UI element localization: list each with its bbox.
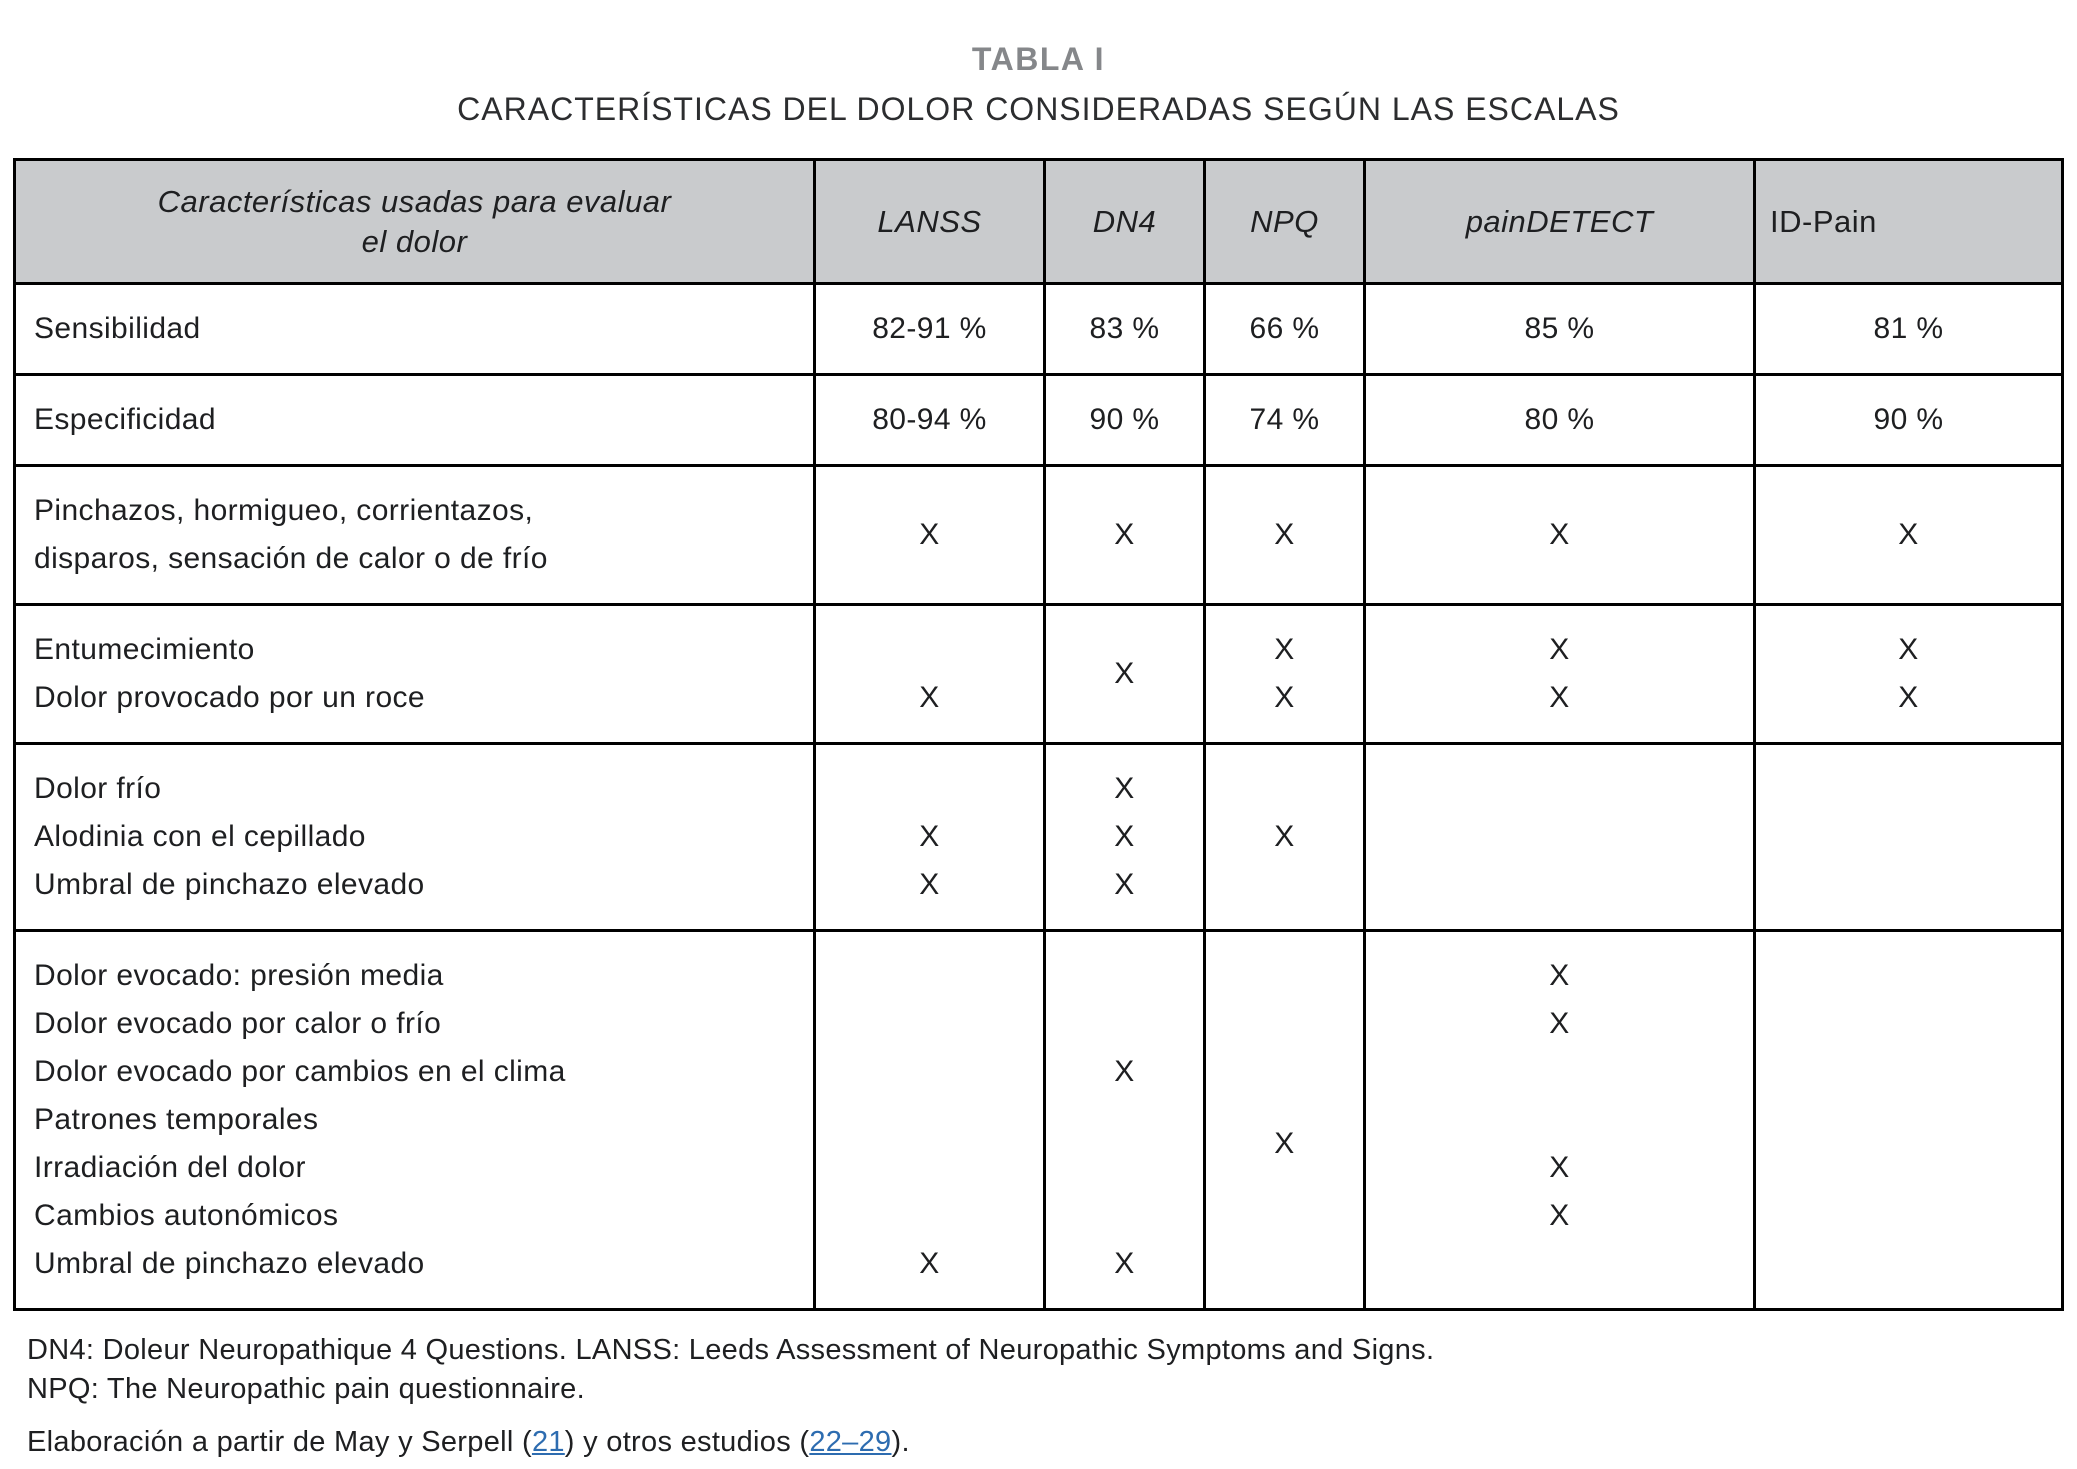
table-body xyxy=(16,285,2061,1308)
scale-value-cell xyxy=(1756,285,2061,373)
mark-slot-empty xyxy=(1756,1192,2061,1240)
footnote-source xyxy=(27,1423,2064,1462)
scale-value-cell xyxy=(1046,467,1206,603)
scale-value-cell xyxy=(1046,376,1206,464)
x-mark: X xyxy=(1274,1127,1295,1160)
x-mark: X xyxy=(1274,633,1295,666)
row-label-line: Dolor evocado por calor o frío xyxy=(34,1007,442,1040)
cell-value xyxy=(1756,813,2061,861)
row-label-cell xyxy=(16,745,816,929)
x-mark: X xyxy=(919,518,940,551)
mark-slot-empty xyxy=(1046,1000,1203,1048)
header-scale-lanss: LANSS xyxy=(816,161,1046,282)
x-mark: X xyxy=(919,868,940,901)
x-mark: X xyxy=(1549,633,1570,666)
row-label-line: Umbral de pinchazo elevado xyxy=(34,868,425,901)
row-label-cell xyxy=(16,932,816,1308)
row-label-line: Dolor frío xyxy=(34,772,162,805)
x-mark: X xyxy=(1114,868,1135,901)
cell-value: 85 % xyxy=(1524,312,1595,345)
header-scale-dn4: DN4 xyxy=(1046,161,1206,282)
mark-slot-empty xyxy=(1206,1048,1363,1096)
x-mark: X xyxy=(1549,518,1570,551)
scale-value-cell xyxy=(816,606,1046,742)
row-label-cell xyxy=(16,467,816,603)
ref-link-21[interactable]: 21 xyxy=(531,1426,565,1458)
scale-value-cell xyxy=(1206,376,1366,464)
x-mark: X xyxy=(919,1247,940,1280)
x-mark: X xyxy=(1898,633,1919,666)
cell-value: 82-91 % xyxy=(872,312,987,345)
scale-value-cell xyxy=(1366,376,1756,464)
scale-value-cell xyxy=(816,376,1046,464)
mark-slot-empty xyxy=(816,765,1043,813)
cell-value: 74 % xyxy=(1249,403,1320,436)
x-mark: X xyxy=(1114,657,1135,690)
x-mark: X xyxy=(1114,820,1135,853)
mark-slot-empty xyxy=(1756,1048,2061,1096)
row-label-line: Dolor provocado por un roce xyxy=(34,681,426,714)
ref-link-22-29[interactable]: 22–29 xyxy=(809,1426,892,1458)
x-mark: X xyxy=(1898,518,1919,551)
row-label-line: Especificidad xyxy=(34,403,216,436)
cell-value: 90 % xyxy=(1873,403,1944,436)
x-mark: X xyxy=(1549,681,1570,714)
x-mark: X xyxy=(1274,820,1295,853)
row-label-line: Patrones temporales xyxy=(34,1103,319,1136)
mark-slot-empty xyxy=(1756,1240,2061,1288)
x-mark: X xyxy=(1274,518,1295,551)
mark-slot-empty xyxy=(1046,952,1203,1000)
scale-value-cell xyxy=(1756,376,2061,464)
table-row xyxy=(16,285,2061,376)
mark-slot-empty xyxy=(1756,1144,2061,1192)
footnote-abbreviations-1: DN4: Doleur Neuropathique 4 Questions. LANSS: Leeds Assessment of Neuropathic Symptoms and Signs. xyxy=(27,1334,1435,1366)
scale-value-cell xyxy=(816,467,1046,603)
pain-scales-table xyxy=(13,158,2064,1311)
mark-slot-empty xyxy=(816,1144,1043,1192)
mark-slot-empty xyxy=(816,1048,1043,1096)
mark-slot-empty xyxy=(1046,1192,1203,1240)
mark-slot-empty xyxy=(816,626,1043,674)
scale-value-cell xyxy=(1366,745,1756,929)
mark-slot-empty xyxy=(1046,1096,1203,1144)
scale-value-cell xyxy=(1206,932,1366,1308)
x-mark: X xyxy=(1549,1199,1570,1232)
row-label-line: Alodinia con el cepillado xyxy=(34,820,366,853)
scale-value-cell xyxy=(816,932,1046,1308)
x-mark: X xyxy=(1549,1151,1570,1184)
header-scale-npq: NPQ xyxy=(1206,161,1366,282)
x-mark: X xyxy=(919,681,940,714)
mark-slot-empty xyxy=(1206,861,1363,909)
scale-value-cell xyxy=(1366,932,1756,1308)
header-feature-line-1: Características usadas para evaluar xyxy=(157,183,672,219)
mark-slot-empty xyxy=(1206,1192,1363,1240)
table-row xyxy=(16,376,2061,467)
scale-value-cell xyxy=(1756,606,2061,742)
scale-value-cell xyxy=(1366,606,1756,742)
mark-slot-empty xyxy=(1206,1240,1363,1288)
row-label-cell xyxy=(16,606,816,742)
cell-value: 80 % xyxy=(1524,403,1595,436)
scale-value-cell xyxy=(816,745,1046,929)
mark-slot-empty xyxy=(1206,765,1363,813)
scale-value-cell xyxy=(1046,606,1206,742)
x-mark: X xyxy=(1549,959,1570,992)
mark-slot-empty xyxy=(1366,1096,1753,1144)
mark-slot-empty xyxy=(816,1096,1043,1144)
footnote-source-prefix: Elaboración a partir de May y Serpell ( xyxy=(27,1426,532,1458)
cell-value: 66 % xyxy=(1249,312,1320,345)
scale-value-cell xyxy=(1756,467,2061,603)
mark-slot-empty xyxy=(1756,1000,2061,1048)
footnote-source-middle: ) y otros estudios ( xyxy=(564,1426,810,1458)
scale-value-cell xyxy=(1366,467,1756,603)
scale-value-cell xyxy=(1206,467,1366,603)
table-row xyxy=(16,606,2061,745)
header-scale-paindetect: painDETECT xyxy=(1366,161,1756,282)
scale-value-cell xyxy=(1756,932,2061,1308)
scale-value-cell xyxy=(1756,745,2061,929)
row-label-cell xyxy=(16,376,816,464)
scale-value-cell xyxy=(1206,606,1366,742)
footnote-source-suffix: ). xyxy=(891,1426,910,1458)
scale-value-cell xyxy=(1046,745,1206,929)
row-label-line: Dolor evocado: presión media xyxy=(34,959,444,992)
mark-slot-empty xyxy=(816,1000,1043,1048)
mark-slot-empty xyxy=(1046,1144,1203,1192)
footnotes xyxy=(13,1331,2064,1462)
x-mark: X xyxy=(1114,772,1135,805)
scale-value-cell xyxy=(1366,285,1756,373)
row-label-line: Cambios autonómicos xyxy=(34,1199,339,1232)
mark-slot-empty xyxy=(1206,952,1363,1000)
table-row xyxy=(16,467,2061,606)
scale-value-cell xyxy=(1206,285,1366,373)
cell-value xyxy=(1366,813,1753,861)
table-row xyxy=(16,932,2061,1308)
header-feature-line-2: el dolor xyxy=(361,223,468,259)
x-mark: X xyxy=(1114,1247,1135,1280)
x-mark: X xyxy=(1898,681,1919,714)
mark-slot-empty xyxy=(1366,1048,1753,1096)
cell-value: 81 % xyxy=(1873,312,1944,345)
mark-slot-empty xyxy=(816,1192,1043,1240)
mark-slot-empty xyxy=(816,952,1043,1000)
mark-slot-empty xyxy=(1366,1240,1753,1288)
row-label-line: Pinchazos, hormigueo, corrientazos, xyxy=(34,494,534,527)
row-label-line: Irradiación del dolor xyxy=(34,1151,306,1184)
row-label-line: Umbral de pinchazo elevado xyxy=(34,1247,425,1280)
x-mark: X xyxy=(1274,681,1295,714)
footnote-abbreviations-2: NPQ: The Neuropathic pain questionnaire. xyxy=(27,1373,585,1405)
table-header-row xyxy=(16,161,2061,285)
row-label-line: Sensibilidad xyxy=(34,312,201,345)
table-row xyxy=(16,745,2061,932)
mark-slot-empty xyxy=(1756,1096,2061,1144)
header-feature-column xyxy=(16,161,816,282)
cell-value: 83 % xyxy=(1089,312,1160,345)
x-mark: X xyxy=(1114,1055,1135,1088)
table-number-title: TABLA I xyxy=(971,41,1106,77)
mark-slot-empty xyxy=(1206,1000,1363,1048)
x-mark: X xyxy=(1114,518,1135,551)
row-label-line: disparos, sensación de calor o de frío xyxy=(34,542,548,575)
table-caption: CARACTERÍSTICAS DEL DOLOR CONSIDERADAS SEGÚN LAS ESCALAS xyxy=(457,91,1620,127)
row-label-cell xyxy=(16,285,816,373)
scale-value-cell xyxy=(1206,745,1366,929)
scale-value-cell xyxy=(1046,285,1206,373)
row-label-line: Entumecimiento xyxy=(34,633,255,666)
row-label-line: Dolor evocado por cambios en el clima xyxy=(34,1055,566,1088)
scale-value-cell xyxy=(816,285,1046,373)
header-scale-idpain: ID-Pain xyxy=(1770,203,1877,239)
cell-value: 90 % xyxy=(1089,403,1160,436)
x-mark: X xyxy=(919,820,940,853)
mark-slot-empty xyxy=(1756,952,2061,1000)
scale-value-cell xyxy=(1046,932,1206,1308)
x-mark: X xyxy=(1549,1007,1570,1040)
cell-value: 80-94 % xyxy=(872,403,987,436)
